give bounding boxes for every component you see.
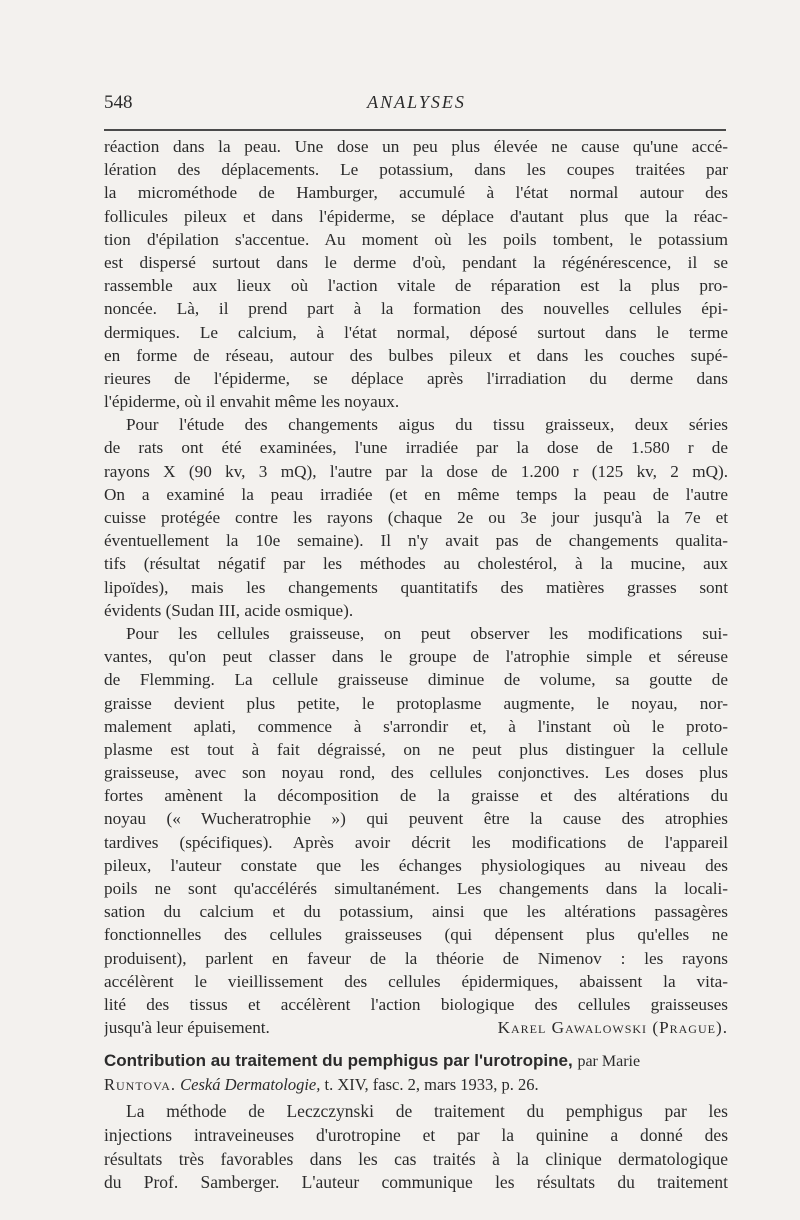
text-line: évidents (Sudan III, acide osmique). [104, 600, 354, 620]
page-header [104, 92, 729, 122]
article-title-text: Contribution au traitement du pemphigus par l'urotropine, [104, 1051, 573, 1071]
text-line: noncée. Là, il prend part à la formation des nouvelles cellules épi- [104, 299, 728, 319]
text-line: pileux, l'auteur constate que les échanges physiologiques au niveau des [104, 855, 728, 875]
text-line: lération des déplacements. Le potassium, dans les coupes traitées par [104, 160, 728, 180]
text-line: rassemble aux lieux où l'action vitale de réparation est la plus pro- [104, 276, 728, 296]
article-title [104, 1049, 728, 1073]
text-line: produisent), parlent en faveur de la théorie de Nimenov : les rayons [104, 948, 728, 968]
text-line: est dispersé surtout dans le derme d'où, pendant la régénérescence, il se [104, 252, 728, 272]
header-rule [104, 129, 726, 131]
text-line: de rats ont été examinées, l'une irradiée par la dose de 1.580 r de [104, 438, 728, 458]
abstract-line: du Prof. Samberger. L'auteur communique les résultats du traitement [104, 1172, 728, 1193]
author-signature: Karel Gawalowski (Prague). [497, 1018, 728, 1038]
page-body [104, 135, 728, 1195]
text-line: l'épiderme, où il envahit même les noyaux. [104, 392, 400, 412]
abstract-line: injections intraveineuses d'urotropine et par la quinine a donné des [104, 1124, 728, 1145]
text-line: plasme est tout à fait dégraissé, on ne peut plus distinguer la cellule [104, 739, 728, 759]
text-line: lité des tissus et accélèrent l'action biologique des cellules graisseuses [104, 994, 728, 1014]
text-line: poils ne sont qu'accélérés simultanément. Les changements dans la locali- [104, 879, 728, 898]
text-line: tion d'épilation s'accentue. Au moment où les poils tombent, le potassium [104, 229, 728, 249]
text-line: dermiques. Le calcium, à l'état normal, déposé surtout dans le terme [104, 322, 728, 342]
text-line: lipoïdes), mais les changements quantitatifs des matières grasses sont [104, 577, 728, 597]
page-number: 548 [104, 92, 133, 113]
article-citation [104, 1073, 728, 1096]
text-line: éventuellement la 10e semaine). Il n'y avait pas de changements qualita- [104, 531, 728, 551]
text-line: rieures de l'épiderme, se déplace après l'irradiation du derme dans [104, 368, 728, 388]
text-line: malement aplati, commence à s'arrondir et, à l'instant où le proto- [104, 716, 728, 736]
text-line: fonctionnelles des cellules graisseuses (qui dépensent plus qu'elles ne [104, 925, 728, 945]
text-line: en forme de réseau, autour des bulbes pileux et dans les couches supé- [104, 345, 728, 365]
text-line: Pour les cellules graisseuse, on peut observer les modifications sui- [126, 623, 728, 643]
text-line: graisse devient plus petite, le protoplasme augmente, le noyau, nor- [104, 693, 728, 713]
text-line: graisseuse, avec son noyau rond, des cellules conjonctives. Les doses plus [104, 763, 728, 783]
text-line: tardives (spécifiques). Après avoir décrit les modifications de l'appareil [104, 832, 728, 852]
text-line: tifs (résultat négatif par les méthodes au cholestérol, à la mucine, aux [104, 554, 728, 574]
citation-author: Runtova. [104, 1075, 177, 1095]
article-abstract [104, 1100, 728, 1194]
running-title: ANALYSES [367, 92, 466, 112]
article-byline: par Marie [577, 1053, 641, 1071]
article-karel-gawalowski [104, 135, 728, 1016]
abstract-line: La méthode de Leczczynski de traitement du pemphigus par les [126, 1101, 728, 1122]
text-line: rayons X (90 kv, 3 mQ), l'autre par la dose de 1.200 r (125 kv, 2 mQ). [104, 461, 728, 481]
text-line: On a examiné la peau irradiée (et en même temps la peau de l'autre [104, 484, 728, 504]
text-line: follicules pileux et dans l'épiderme, se déplace d'autant plus que la réac- [104, 206, 728, 226]
text-line: réaction dans la peau. Une dose un peu plus élevée ne cause qu'une accé- [104, 137, 728, 156]
text-line: fortes amènent la décomposition de la graisse et des altérations du [104, 786, 728, 806]
citation-details: t. XIV, fasc. 2, mars 1933, p. 26. [324, 1075, 539, 1095]
text-line: cuisse protégée contre les rayons (chaque 2e ou 3e jour jusqu'à la 7e et [104, 508, 728, 527]
citation-journal: Ceská Dermatologie, [180, 1075, 321, 1095]
text-line: Pour l'étude des changements aigus du tissu graisseux, deux séries [126, 415, 728, 435]
final-line-text: jusqu'à leur épuisement. [104, 1018, 270, 1038]
text-line: de Flemming. La cellule graisseuse diminue de volume, sa goutte de [104, 670, 728, 690]
text-line: sation du calcium et du potassium, ainsi que les altérations passagères [104, 902, 728, 922]
abstract-line: résultats très favorables dans les cas traités à la clinique dermatologique [104, 1148, 728, 1169]
text-line: vantes, qu'on peut classer dans le groupe de l'atrophie simple et séreuse [104, 647, 728, 667]
text-line: la microméthode de Hamburger, accumulé à l'état normal autour des [104, 183, 728, 203]
text-line: noyau (« Wucheratrophie ») qui peuvent être la cause des atrophies [104, 809, 728, 829]
article-final-line [104, 1016, 728, 1039]
text-line: accélèrent le vieillissement des cellules épidermiques, abaissent la vita- [104, 971, 728, 991]
